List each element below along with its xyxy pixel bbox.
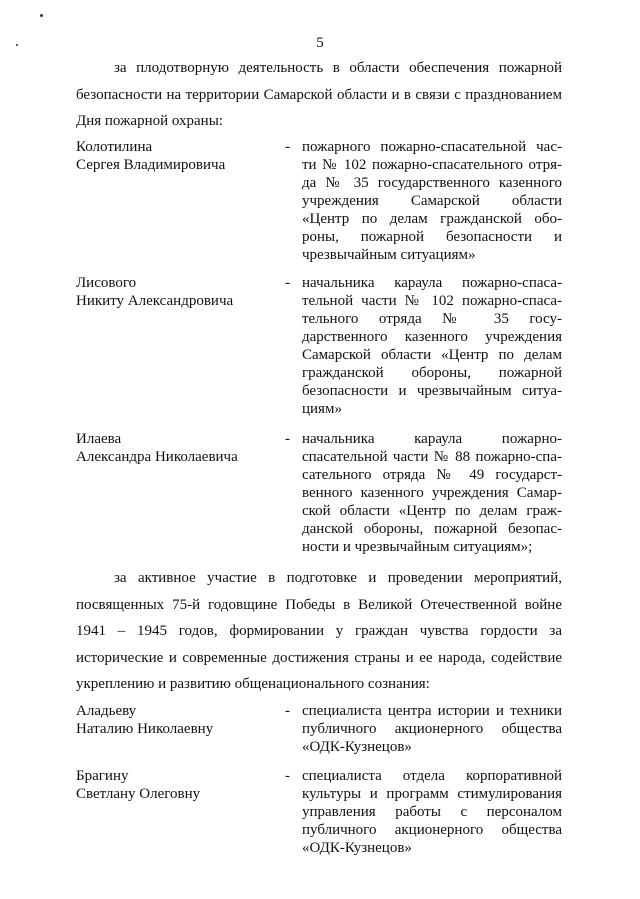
paragraph-line: Дня пожарной охраны: [76, 113, 223, 129]
paragraph-line: исторические и современные достижения страны и ее народа, содействие [76, 649, 562, 666]
award-paragraph-victory [76, 565, 562, 698]
recipient-name: Брагину Светлану Олеговну [76, 768, 201, 802]
award-paragraph-fire-safety [76, 55, 562, 135]
paragraph-line: безопасности на территории Самарской области и в связи с празднованием [76, 86, 562, 103]
page-number: 5 [316, 35, 324, 51]
entry-dash: - [285, 768, 290, 784]
recipient-position: начальника караула пожарно- спасательной части № 88 пожарно-спа- сательного отряда № 49 государст- венного казенного учреждения Самар- ской области «Центр по делам граж- данской обороны, пожарной безопас- ности и чрезвычайным ситуациям»; [302, 431, 562, 555]
entry-dash: - [285, 139, 290, 155]
entry-dash: - [285, 703, 290, 719]
recipient-position: начальника караула пожарно-спаса- тельной части № 102 пожарно-спаса- тельного отряда № 35 госу- дарственного казенного учреждения Самарской области «Центр по делам гражданской обороны, пожарной безопасности и чрезвычайным ситуа- циям» [302, 275, 562, 417]
entry-dash: - [285, 275, 290, 291]
recipient-name: Аладьеву Наталию Николаевну [76, 703, 214, 737]
scan-speck [40, 14, 43, 17]
recipient-position: специалиста центра истории и техники публичного акционерного общества «ОДК-Кузнецов» [302, 703, 562, 755]
paragraph-line: посвященных 75-й годовщине Победы в Великой Отечественной войне [76, 596, 562, 613]
paragraph-line: за плодотворную деятельность в области обеспечения пожарной [114, 60, 562, 76]
recipient-position: пожарного пожарно-спасательной час- ти № 102 пожарно-спасательного отря- да № 35 государственного казенного учреждения Самарской области «Центр по делам гражданской обо- роны, пожарной безопасности и чрезвычайным ситуациям» [302, 139, 562, 263]
entry-dash: - [285, 431, 290, 447]
recipient-position: специалиста отдела корпоративной культуры и программ стимулирования управления работы с персоналом публичного акционерного общества «ОДК-Кузнецов» [302, 768, 562, 856]
paragraph-line: за активное участие в подготовке и проведении мероприятий, [114, 570, 562, 586]
recipient-name: Илаева Александра Николаевича [76, 431, 238, 465]
recipient-name: Колотилина Сергея Владимировича [76, 139, 226, 173]
recipient-name: Лисового Никиту Александровича [76, 275, 234, 309]
paragraph-line: 1941 – 1945 годов, формировании у граждан чувства гордости за [76, 623, 562, 639]
paragraph-line: укреплению и развитию общенационального сознания: [76, 676, 430, 692]
